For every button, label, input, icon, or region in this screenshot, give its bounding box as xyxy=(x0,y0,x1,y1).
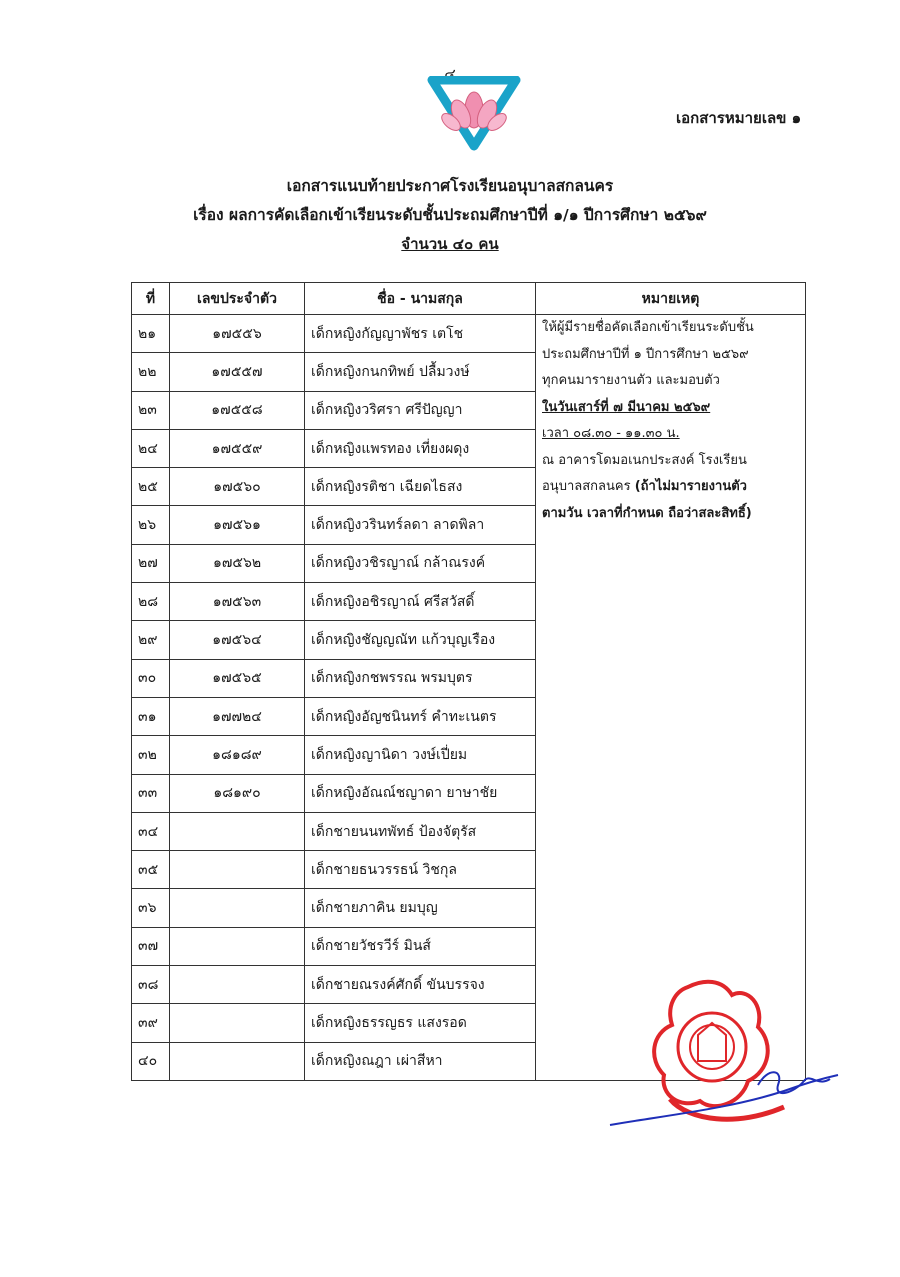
row-number-cell: ๓๗ xyxy=(132,927,170,965)
student-id-cell: ๑๗๕๖๕ xyxy=(170,659,305,697)
student-name-cell: เด็กหญิงณฎา เผ่าสีหา xyxy=(305,1042,536,1080)
row-number-cell: ๓๑ xyxy=(132,697,170,735)
row-number-cell: ๓๒ xyxy=(132,736,170,774)
student-name-cell: เด็กหญิงชัญญณัท แก้วบุญเรือง xyxy=(305,621,536,659)
results-table xyxy=(131,282,806,1081)
student-name-cell: เด็กหญิงอชิรญาณ์ ศรีสวัสดิ์ xyxy=(305,583,536,621)
student-id-cell xyxy=(170,927,305,965)
student-name-cell: เด็กหญิงกัญญาพัชร เตโช xyxy=(305,315,536,353)
student-name-cell: เด็กหญิงวชิรญาณ์ กล้าณรงค์ xyxy=(305,544,536,582)
student-id-cell: ๑๗๕๖๐ xyxy=(170,468,305,506)
student-name-cell: เด็กชายธนวรรธน์ วิชกุล xyxy=(305,851,536,889)
remark-cell xyxy=(536,315,806,1081)
row-number-cell: ๒๒ xyxy=(132,353,170,391)
student-name-cell: เด็กหญิงกชพรรณ พรมบุตร xyxy=(305,659,536,697)
student-id-cell: ๑๗๕๕๗ xyxy=(170,353,305,391)
student-name-cell: เด็กชายภาคิน ยมบุญ xyxy=(305,889,536,927)
school-logo xyxy=(424,76,524,156)
student-id-cell: ๑๗๕๖๔ xyxy=(170,621,305,659)
remark-line: ให้ผู้มีรายชื่อคัดเลือกเข้าเรียนระดับชั้น xyxy=(542,320,754,335)
student-name-cell: เด็กหญิงวริศรา ศรีปัญญา xyxy=(305,391,536,429)
table-header-row xyxy=(132,283,806,315)
school-seal-and-signature xyxy=(608,975,840,1135)
row-number-cell: ๓๙ xyxy=(132,1004,170,1042)
student-name-cell: เด็กหญิงกนกทิพย์ ปลื้มวงษ์ xyxy=(305,353,536,391)
row-number-cell: ๒๕ xyxy=(132,468,170,506)
col-header-remark: หมายเหตุ xyxy=(536,283,806,315)
col-header-name: ชื่อ - นามสกุล xyxy=(305,283,536,315)
remark-line: ทุกคนมารายงานตัว และมอบตัว xyxy=(542,373,720,388)
remark-place-line xyxy=(542,474,799,501)
page-number: ๔ xyxy=(444,65,456,83)
remark-date: ในวันเสาร์ที่ ๗ มีนาคม ๒๕๖๙ xyxy=(542,399,711,415)
document-subject: เรื่อง ผลการคัดเลือกเข้าเรียนระดับชั้นประถมศึกษาปีที่ ๑/๑ ปีการศึกษา ๒๕๖๙ xyxy=(193,206,707,224)
student-id-cell: ๑๗๕๕๘ xyxy=(170,391,305,429)
row-number-cell: ๓๕ xyxy=(132,851,170,889)
student-id-cell xyxy=(170,1042,305,1080)
document-number: เอกสารหมายเลข ๑ xyxy=(676,109,802,127)
student-name-cell: เด็กหญิงรติชา เฉียดไธสง xyxy=(305,468,536,506)
row-number-cell: ๒๘ xyxy=(132,583,170,621)
col-header-id: เลขประจำตัว xyxy=(170,283,305,315)
remark-place: ณ อาคารโดมอเนกประสงค์ โรงเรียน xyxy=(542,452,747,468)
row-number-cell: ๒๓ xyxy=(132,391,170,429)
student-id-cell xyxy=(170,1004,305,1042)
student-id-cell xyxy=(170,851,305,889)
row-number-cell: ๓๔ xyxy=(132,812,170,850)
row-number-cell: ๒๖ xyxy=(132,506,170,544)
remark-warning: (ถ้าไม่มารายงานตัว xyxy=(634,479,747,494)
row-number-cell: ๓๐ xyxy=(132,659,170,697)
student-id-cell: ๑๗๗๒๔ xyxy=(170,697,305,735)
student-id-cell xyxy=(170,889,305,927)
student-name-cell: เด็กหญิงอัณณ์ชญาดา ยาษาชัย xyxy=(305,774,536,812)
student-id-cell: ๑๗๕๖๒ xyxy=(170,544,305,582)
row-number-cell: ๒๔ xyxy=(132,429,170,467)
remark-line: ประถมศึกษาปีที่ ๑ ปีการศึกษา ๒๕๖๙ xyxy=(542,346,749,362)
student-name-cell: เด็กหญิงวรินทร์ลดา ลาดพิลา xyxy=(305,506,536,544)
student-id-cell: ๑๗๕๕๖ xyxy=(170,315,305,353)
row-number-cell: ๔๐ xyxy=(132,1042,170,1080)
student-id-cell xyxy=(170,966,305,1004)
student-name-cell: เด็กหญิงอัญชนินทร์ คำทะเนตร xyxy=(305,697,536,735)
row-number-cell: ๓๖ xyxy=(132,889,170,927)
student-id-cell: ๑๗๕๖๑ xyxy=(170,506,305,544)
table-row xyxy=(132,315,806,353)
student-id-cell: ๑๘๑๙๐ xyxy=(170,774,305,812)
student-id-cell xyxy=(170,812,305,850)
student-id-cell: ๑๗๕๖๓ xyxy=(170,583,305,621)
document-header xyxy=(0,172,900,259)
col-header-no: ที่ xyxy=(132,283,170,315)
row-number-cell: ๓๓ xyxy=(132,774,170,812)
row-number-cell: ๓๘ xyxy=(132,966,170,1004)
student-name-cell: เด็กหญิงธรรญธร แสงรอด xyxy=(305,1004,536,1042)
row-number-cell: ๒๗ xyxy=(132,544,170,582)
table-body xyxy=(132,315,806,1081)
remark-time: เวลา ๐๘.๓๐ - ๑๑.๓๐ น. xyxy=(542,426,680,441)
row-number-cell: ๒๑ xyxy=(132,315,170,353)
remark-warning-cont: ตามวัน เวลาที่กำหนด ถือว่าสละสิทธิ์) xyxy=(542,505,752,521)
student-name-cell: เด็กหญิงญานิดา วงษ์เปี่ยม xyxy=(305,736,536,774)
student-count: จำนวน ๔๐ คน xyxy=(401,235,499,253)
student-name-cell: เด็กชายวัชรวีร์ มินส์ xyxy=(305,927,536,965)
remark-place-cont: อนุบาลสกลนคร xyxy=(542,479,635,494)
row-number-cell: ๒๙ xyxy=(132,621,170,659)
student-name-cell: เด็กชายณรงค์ศักดิ์ ขันบรรจง xyxy=(305,966,536,1004)
student-name-cell: เด็กหญิงแพรทอง เที่ยงผดุง xyxy=(305,429,536,467)
document-title: เอกสารแนบท้ายประกาศโรงเรียนอนุบาลสกลนคร xyxy=(286,177,614,195)
student-id-cell: ๑๗๕๕๙ xyxy=(170,429,305,467)
student-id-cell: ๑๘๑๘๙ xyxy=(170,736,305,774)
student-name-cell: เด็กชายนนทพัทธ์ ป้องจัตุรัส xyxy=(305,812,536,850)
